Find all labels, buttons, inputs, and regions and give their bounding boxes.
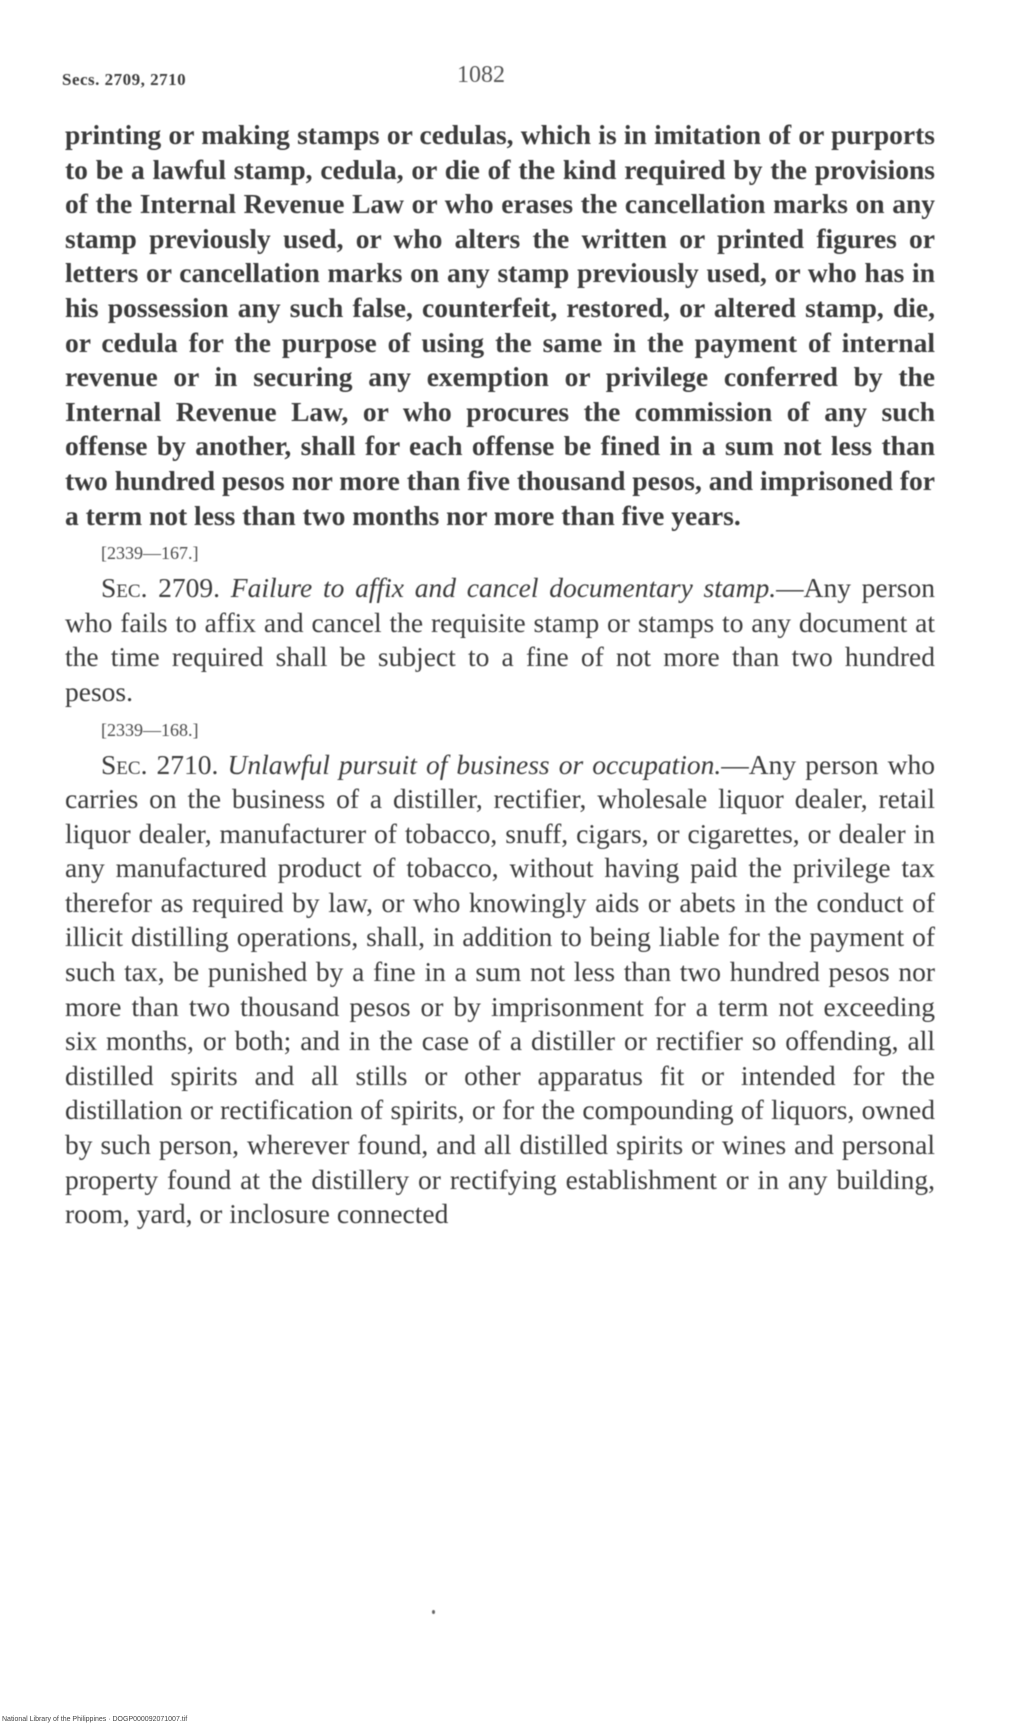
section-2709 [65,571,935,709]
scan-credit: National Library of the Philippines · DOGP000092071007.tif [2,1716,188,1723]
section-title: Failure to affix and cancel documentary stamp. [230,572,777,604]
citation-2710: [2339—168.] [101,719,199,740]
section-text: —Any person who carries on the business of a distiller, rectifier, wholesale liquor dealer, retail liquor dealer, manufacturer of tobacco, snuff, cigars, or cigarettes, or dealer in any manufactured product of tobacco, without having paid the privilege tax therefor as required by law, or who knowingly aids or abets in the conduct of illicit distilling operations, shall, in addition to being liable for the payment of such tax, be punished by a fine in a sum not less than two hundred pesos nor more than two thousand pesos or by imprisonment for a term not exceeding six months, or both; and in the case of a distiller or rectifier so offending, all distilled spirits and all stills or other apparatus fit or intended for the distillation or rectification of spirits, or for the compounding of liquors, owned by such person, wherever found, and all distilled spirits or wines and personal property found at the distillery or rectifying establishment or in any building, room, yard, or inclosure connected [65,748,935,1230]
page-number: 1082 [457,62,505,88]
continuation-paragraph: printing or making stamps or cedulas, which is in imitation of or purports to be a lawful stamp, cedula, or die of the kind required by the provisions of the Internal Revenue Law or who erases the cancellation marks on any stamp previously used, or who alters the written or printed figures or letters or cancellation marks on any stamp previously used, or who has in his possession any such false, counterfeit, restored, or altered stamp, die, or cedula for the purpose of using the same in the payment of internal revenue or in securing any exemption or privilege conferred by the Internal Revenue Law, or who procures the commission of any such offense by another, shall for each offense be fined in a sum not less than two hundred pesos nor more than five thousand pesos, and imprisoned for a term not less than two months nor more than five years. [65,119,935,531]
citation-2709: [2339—167.] [101,543,199,564]
section-range: Secs. 2709, 2710 [62,70,187,89]
section-2710 [65,748,935,1232]
section-title: Unlawful pursuit of business or occupation. [227,748,722,780]
section-label: Sec. 2710. [101,748,219,780]
section-text: —Any person who fails to affix and cancel the requisite stamp or stamps to any document at the time required shall be subject to a fine of not more than two hundred pesos. [65,572,936,707]
section-label: Sec. 2709. [101,572,221,604]
ink-dot [432,1610,435,1614]
page-body [65,118,935,1232]
page-header [62,62,942,96]
